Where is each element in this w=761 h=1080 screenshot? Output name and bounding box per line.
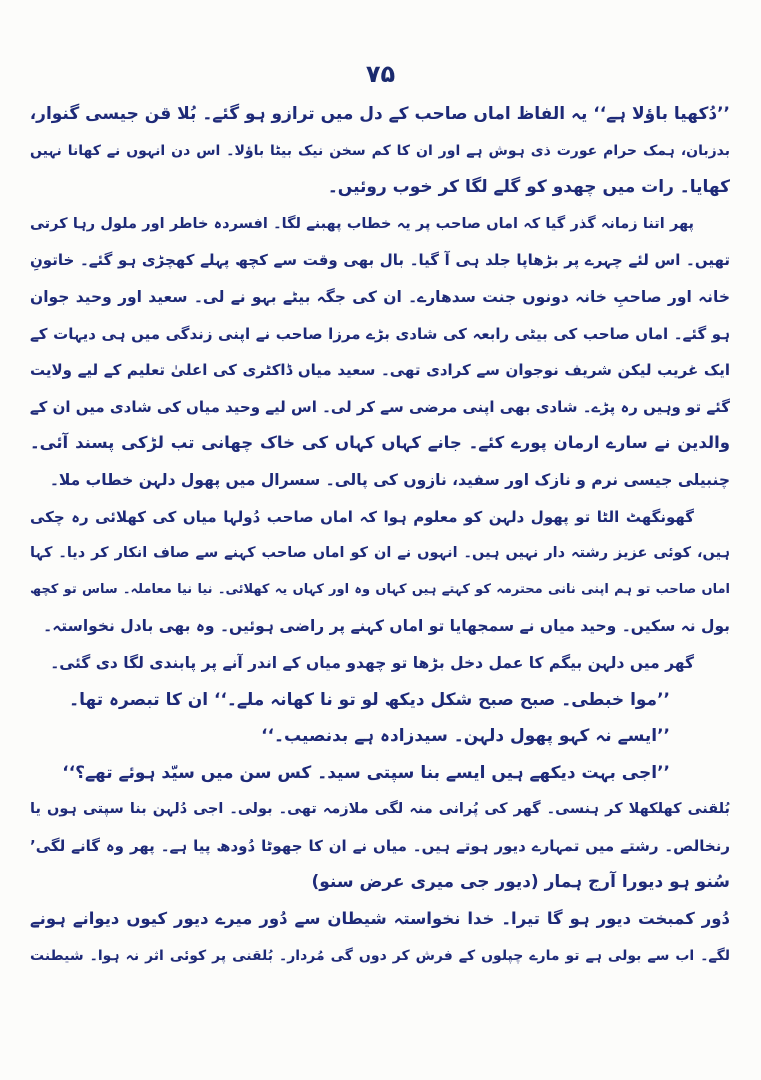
- text-line: گئے تو وہیں رہ پڑے۔ شادی بھی اپنی مرضی سے کر لی۔ اس لیے وحید میاں کی شادی میں ان کے: [30, 397, 730, 416]
- text-line: رنخالص۔ رشتے میں تمہارے دیور ہوتے ہیں۔ میاں نے ان کا جھوٹا دُودھ پیا ہے۔ پھر وہ گانے لگی’: [30, 836, 730, 855]
- text-line: ہیں، کوئی عزیز رشتہ دار نہیں ہیں۔ انہوں نے ان کو اماں صاحب کہنے سے صاف انکار کر دیا۔ کہا: [30, 545, 730, 562]
- text-line: ’’ایسے نہ کہو پھول دلہن۔ سیدزادہ ہے بدنصیب۔‘‘: [261, 726, 670, 747]
- text-line: لگے۔ اب سے بولی ہے تو مارے چپلوں کے فرش کر دوں گی مُردار۔ بُلقنی پر کوئی اثر نہ ہوا۔ شیطنت: [30, 947, 730, 964]
- text-line: ’’موا خبطی۔ صبح صبح شکل دیکھ لو تو نا کھانہ ملے۔‘‘ ان کا تبصرہ تھا۔: [69, 689, 670, 710]
- text-line: گھونگھٹ الٹا تو پھول دلہن کو معلوم ہوا کہ اماں صاحب دُولہا میاں کی کھلائی رہ چکی: [30, 507, 694, 526]
- page-number: ۷۵: [365, 60, 396, 88]
- text-line: کھایا۔ رات میں چھدو کو گلے لگا کر خوب روئیں۔: [327, 177, 730, 198]
- text-line: خانہ اور صاحبِ خانہ دونوں جنت سدھارے۔ ان کی جگہ بیٹے بہو نے لی۔ سعید اور وحید جوان: [30, 287, 730, 306]
- page-body-text: [30, 96, 730, 974]
- text-line: بدزبان، ہمک حرام عورت ذی ہوش ہے اور ان کا کم سخن نیک بیٹا باؤلا۔ اس دن انہوں نے کھانا نہیں: [30, 142, 730, 159]
- text-line: ہو گئے۔ اماں صاحب کی بیٹی رابعہ کی شادی بڑے مرزا صاحب نے اپنی زندگی میں ہی دیہات کے: [30, 324, 730, 343]
- text-line: ایک غریب لیکن شریف نوجوان سے کرادی تھی۔ سعید میاں ڈاکٹری کی اعلیٰ تعلیم کے لیے ولایت: [30, 361, 730, 380]
- text-line: اماں صاحب تو ہم اپنی نانی محترمہ کو کہتے ہیں کہاں وہ اور کہاں یہ کھلائی۔ نیا نیا معاملہ۔ ساس تو کچھ: [30, 581, 730, 597]
- text-line: چنبیلی جیسی نرم و نازک اور سفید، نازوں کی پالی۔ سسرال میں پھول دلہن خطاب ملا۔: [49, 470, 730, 489]
- text-line: بول نہ سکیں۔ وحید میاں نے سمجھایا تو اماں کہنے پر راضی ہوئیں۔ وہ بھی بادل نخواستہ۔: [43, 617, 730, 636]
- text-line: سُنو ہو دیورا آرج ہمار (دیور جی میری عرض سنو): [311, 872, 730, 893]
- text-line: تھیں۔ اس لئے چہرے پر بڑھاپا جلد ہی آ گیا۔ بال بھی وقت سے کچھ پہلے کھچڑی ہو گئے۔ خاتونِ: [30, 251, 730, 270]
- text-line: ’’دُکھیا باؤلا ہے‘‘ یہ الفاظ اماں صاحب کے دل میں ترازو ہو گئے۔ بُلا قن جیسی گنوار،: [30, 104, 730, 124]
- text-line: گھر میں دلہن بیگم کا عمل دخل بڑھا تو چھدو میاں کے اندر آنے پر پابندی لگا دی گئی۔: [50, 653, 694, 672]
- text-line: والدین نے سارے ارمان پورے کئے۔ جانے کہاں کہاں کی خاک چھانی تب لڑکی پسند آئی۔: [30, 433, 730, 453]
- text-line: ’’اجی بہت دیکھے ہیں ایسے بنا سپتی سید۔ کس سن میں سیّد ہوئے تھے؟‘‘: [62, 762, 670, 783]
- text-line: پھر اتنا زمانہ گذر گیا کہ اماں صاحب پر یہ خطاب پھبنے لگا۔ افسردہ خاطر اور ملول رہا کرتی: [30, 215, 694, 232]
- text-line: بُلقنی کھلکھلا کر ہنسی۔ گھر کی پُرانی منہ لگی ملازمہ تھی۔ بولی۔ اجی دُلہن بنا سپتی ہوں یا: [30, 801, 730, 818]
- text-line: دُور کمبخت دیور ہو گا تیرا۔ خدا نخواستہ شیطان سے دُور میرے دیور کیوں دیوانے ہونے: [30, 909, 730, 929]
